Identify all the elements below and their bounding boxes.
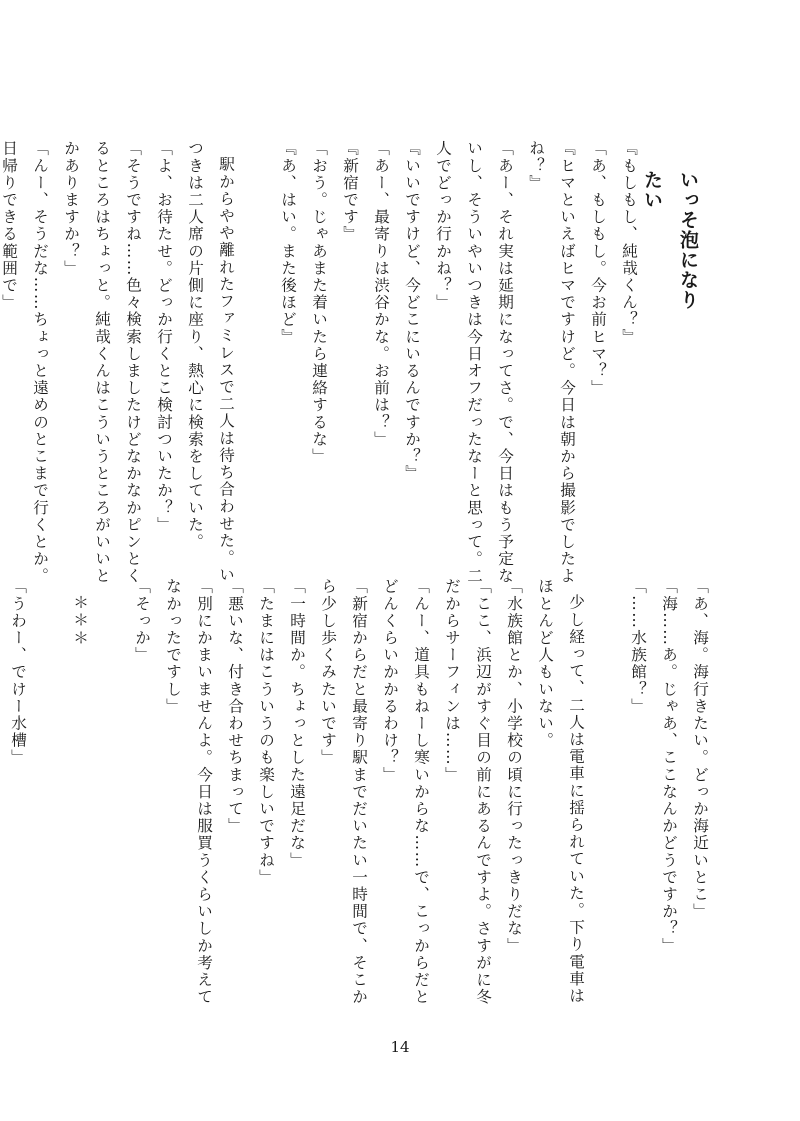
text-line: 「悪いな、付き合わせちまって」 [226,578,244,835]
text-line: 『新宿です』 [341,140,359,243]
text-line: 「んー、道具もねーし寒いからな……で、こっからだとどんくらいかかるわけ？」 [381,578,430,1006]
scene-separator: ＊＊＊ [71,593,89,647]
text-line: 『もしもし、純哉くん？』 [620,140,638,346]
page-number: 14 [390,1038,410,1056]
text-line: 「水族館とか、小学校の頃に行ったっきりだな」 [505,578,523,955]
text-line: 「うわー、でけー水槽」 [9,578,27,767]
text-line: 「あ、海。海行きたい。どっか海近いとこ」 [691,578,709,920]
text-line: 「あー、最寄りは渋谷かな。お前は？」 [372,140,390,448]
text-line: 「たまにはこういうのも楽しいですね」 [257,578,275,886]
text-line: 「海……あ。じゃあ、ここなんかどうですか？」 [660,578,678,955]
text-line: 「あ、もしもし。今お前ヒマ？」 [589,140,607,397]
chapter-title: いっそ泡になりたい [641,170,699,310]
text-line: 「そっか」 [133,578,151,664]
upper-text-block [0,140,644,590]
text-line: 「一時間か。ちょっとした遠足だな」 [288,578,306,869]
text-line: 「おう。じゃあまた着いたら連絡するな」 [310,140,328,465]
text-line: 「あー、それ実は延期になってさ。で、今日はもう予定ないし、そういやいつきは今日オフだったなーと思って。二人でどっか行かね？」 [434,140,514,585]
text-line: 『ヒマといえばヒマですけど。今日は朝から撮影でしたよね？』 [527,140,576,585]
text-line: 「ここ、浜辺がすぐ目の前にあるんですよ。さすがに冬だからサーフィンは……」 [443,578,492,1006]
narration-line: 駅からやや離れたファミレスで二人は待ち合わせた。いつきは二人席の片側に座り、熱心に検索をしていた。 [186,140,235,584]
text-line: 「……水族館？」 [629,578,647,715]
text-line: 「新宿からだと最寄り駅までだいたい一時間で、そこから少し歩くみたいです」 [319,578,368,1006]
text-line: 『あ、はい。また後ほど』 [279,140,297,346]
text-line: 『いいですけど、今どこにいるんですか？』 [403,140,421,482]
text-line: 「んー、そうだな……ちょっと遠めのとこまで行くとか。日帰りできる範囲で」 [0,140,49,585]
narration-line: 少し経って、二人は電車に揺られていた。下り電車はほとんど人もいない。 [536,578,585,1004]
text-line: 「よ、お待たせ。どっか行くとこ検討ついたか？」 [155,140,173,534]
text-line: 「別にかまいませんよ。今日は服買うくらいしか考えてなかったですし」 [164,578,213,1006]
lower-text-block [9,578,715,1018]
text-line: 「そうですね……色々検索しましたけどなかなかピンとくるところはちょっと。純哉くんはこういうところがいいとかありますか？」 [62,140,142,585]
